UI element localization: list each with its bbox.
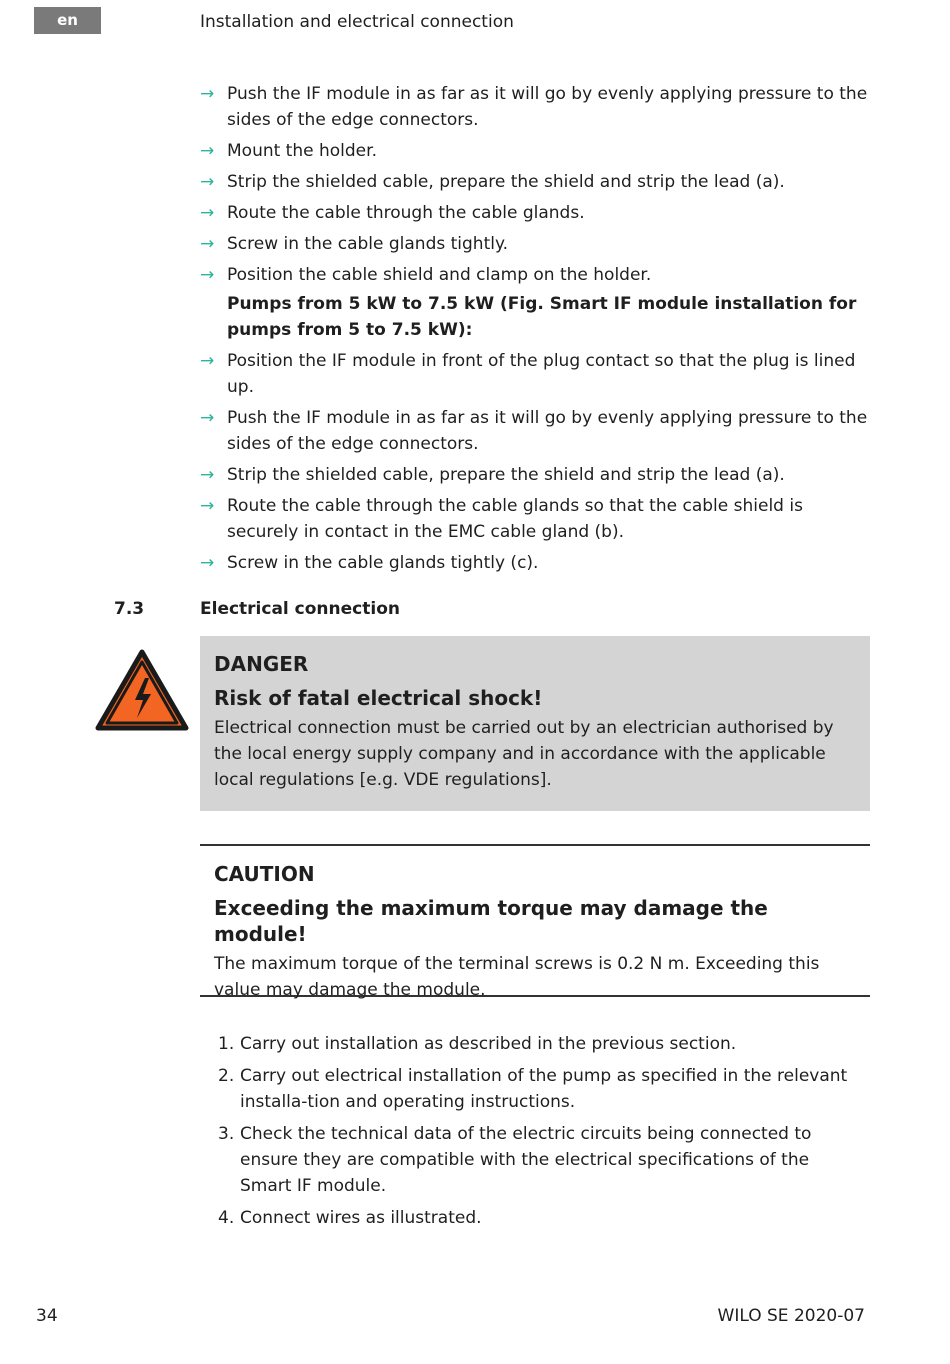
caution-title: Exceeding the maximum torque may damage the module!	[214, 896, 768, 946]
step-item	[200, 493, 875, 545]
subheading-text: Pumps from 5 kW to 7.5 kW (Fig. Smart IF module installation for pumps from 5 to 7.5 kW):	[227, 294, 857, 340]
step-text: Carry out electrical installation of the pump as specified in the relevant installa-tion and operating instructions.	[240, 1066, 848, 1112]
step-text: Check the technical data of the electric circuits being connected to ensure they are compatible with the electrical specifications of the Smart IF module.	[240, 1124, 812, 1196]
step-item	[200, 262, 875, 288]
step-text: Carry out installation as described in the previous section.	[240, 1034, 737, 1054]
step-item	[200, 81, 875, 133]
step-item	[200, 405, 875, 457]
step-number: 4.	[218, 1208, 235, 1228]
step-text: Strip the shielded cable, prepare the shield and strip the lead (a).	[227, 172, 785, 192]
step-text: Push the IF module in as far as it will go by evenly applying pressure to the sides of the edge connectors.	[227, 408, 868, 454]
step-number: 3.	[218, 1124, 235, 1144]
step-text: Connect wires as illustrated.	[240, 1208, 482, 1228]
step-item	[200, 169, 875, 195]
step-text: Strip the shielded cable, prepare the shield and strip the lead (a).	[227, 465, 785, 485]
arrow-icon: →	[200, 465, 215, 485]
language-tab: en	[34, 7, 101, 34]
step-text: Position the IF module in front of the plug contact so that the plug is lined up.	[227, 351, 856, 397]
section-number: 7.3	[114, 599, 145, 619]
footer-publisher: WILO SE 2020-07	[717, 1306, 865, 1326]
numbered-step	[200, 1205, 865, 1231]
caution-notice	[200, 844, 870, 1000]
arrow-icon: →	[200, 496, 215, 516]
step-text: Screw in the cable glands tightly (c).	[227, 553, 539, 573]
electrical-hazard-icon	[95, 648, 189, 732]
step-text: Route the cable through the cable glands so that the cable shield is securely in contact in the EMC cable gland (b).	[227, 496, 803, 542]
step-subheading	[200, 291, 875, 343]
step-item	[200, 462, 875, 488]
arrow-icon: →	[200, 84, 215, 104]
arrow-icon: →	[200, 553, 215, 573]
arrow-icon: →	[200, 234, 215, 254]
step-item	[200, 231, 875, 257]
step-number: 2.	[218, 1066, 235, 1086]
step-text: Screw in the cable glands tightly.	[227, 234, 509, 254]
step-item	[200, 138, 875, 164]
section-title: Electrical connection	[200, 599, 400, 619]
step-text: Push the IF module in as far as it will go by evenly applying pressure to the sides of the edge connectors.	[227, 84, 868, 130]
numbered-step	[200, 1063, 865, 1115]
danger-text: Electrical connection must be carried out by an electrician authorised by the local energy supply company and in accordance with the applicable local regulations [e.g. VDE regulations].	[214, 718, 834, 790]
caution-signal-word: CAUTION	[214, 862, 315, 886]
step-number: 1.	[218, 1034, 235, 1054]
arrow-icon: →	[200, 172, 215, 192]
step-item	[200, 200, 875, 226]
arrow-icon: →	[200, 141, 215, 161]
danger-title: Risk of fatal electrical shock!	[214, 686, 543, 710]
numbered-step	[200, 1031, 865, 1057]
numbered-step-list	[200, 1031, 865, 1237]
arrow-icon: →	[200, 203, 215, 223]
caution-text: The maximum torque of the terminal screws is 0.2 N m. Exceeding this value may damage the module.	[214, 954, 820, 1000]
running-head: Installation and electrical connection	[200, 12, 514, 32]
step-text: Mount the holder.	[227, 141, 377, 161]
arrow-icon: →	[200, 265, 215, 285]
danger-notice	[200, 636, 870, 811]
page-number: 34	[36, 1306, 58, 1326]
step-list	[200, 81, 875, 581]
step-item	[200, 550, 875, 576]
step-text: Route the cable through the cable glands.	[227, 203, 585, 223]
step-text: Position the cable shield and clamp on the holder.	[227, 265, 652, 285]
numbered-step	[200, 1121, 865, 1199]
step-item	[200, 348, 875, 400]
arrow-icon: →	[200, 408, 215, 428]
arrow-icon: →	[200, 351, 215, 371]
danger-signal-word: DANGER	[214, 652, 309, 676]
